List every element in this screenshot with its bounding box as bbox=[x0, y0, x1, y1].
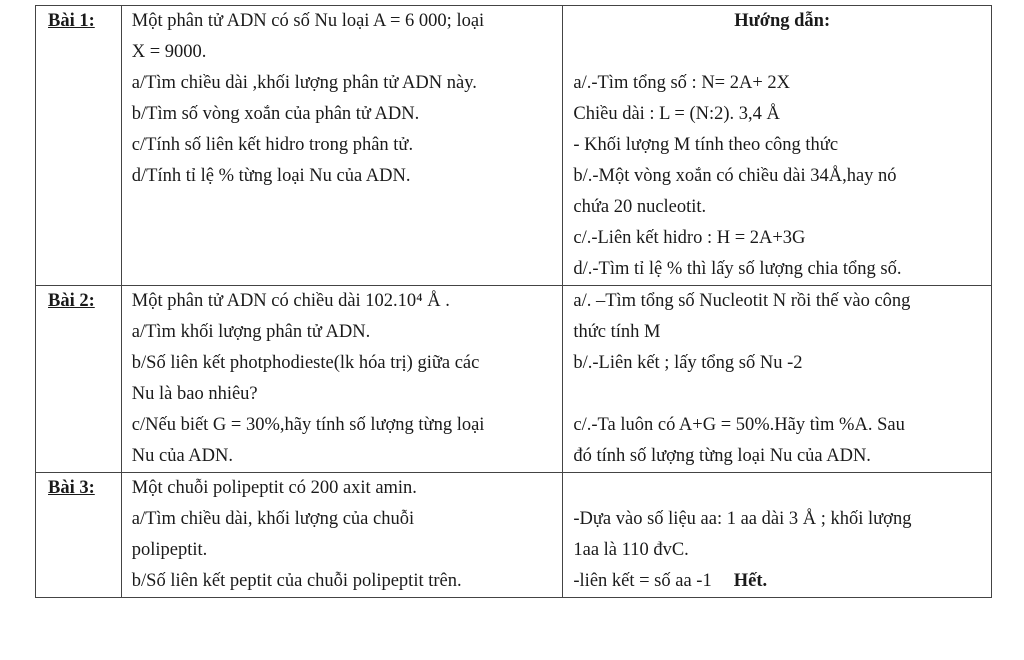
spacer bbox=[573, 37, 991, 68]
question-line: a/Tìm khối lượng phân tử ADN. bbox=[131, 322, 371, 342]
question-line: c/Nếu biết G = 30%,hãy tính số lượng từng loại bbox=[131, 415, 485, 435]
end-mark: Hết. bbox=[733, 571, 768, 591]
problem-question bbox=[121, 6, 563, 286]
guide-line: đó tính số lượng từng loại Nu của ADN. bbox=[573, 446, 871, 466]
problem-label: Bài 1: bbox=[36, 6, 122, 286]
problem-label: Bài 2: bbox=[36, 286, 122, 473]
question-line: Một chuỗi polipeptit có 200 axit amin. bbox=[131, 478, 417, 498]
question-line: Một phân tử ADN có chiều dài 102.10⁴ Å . bbox=[131, 291, 450, 311]
question-line: Nu là bao nhiêu? bbox=[131, 384, 258, 404]
guide-line: b/.-Liên kết ; lấy tổng số Nu -2 bbox=[573, 353, 803, 373]
question-line: X = 9000. bbox=[131, 42, 207, 62]
guide-line: a/.-Tìm tổng số : N= 2A+ 2X bbox=[573, 73, 791, 93]
question-line: Nu của ADN. bbox=[131, 446, 233, 466]
guide-line: c/.-Liên kết hidro : H = 2A+3G bbox=[573, 228, 806, 248]
guide-line: -Dựa vào số liệu aa: 1 aa dài 3 Å ; khối lượng bbox=[573, 509, 912, 529]
guide-line: a/. –Tìm tổng số Nucleotit N rồi thế vào công bbox=[573, 291, 911, 311]
guide-text: -liên kết = số aa -1 bbox=[573, 571, 712, 591]
question-line: d/Tính tỉ lệ % từng loại Nu của ADN. bbox=[131, 166, 411, 186]
spacer bbox=[573, 379, 991, 410]
question-line: polipeptit. bbox=[131, 540, 208, 560]
question-line: a/Tìm chiều dài, khối lượng của chuỗi bbox=[131, 509, 415, 529]
guide-line: chứa 20 nucleotit. bbox=[573, 197, 707, 217]
guide-line: - Khối lượng M tính theo công thức bbox=[573, 135, 839, 155]
question-line: c/Tính số liên kết hidro trong phân tử. bbox=[131, 135, 414, 155]
question-line: Một phân tử ADN có số Nu loại A = 6 000; loại bbox=[131, 11, 485, 31]
guide-header: Hướng dẫn: bbox=[734, 11, 831, 31]
question-line: b/Số liên kết peptit của chuỗi polipeptit trên. bbox=[131, 571, 462, 591]
guide-line: b/.-Một vòng xoắn có chiều dài 34Å,hay nó bbox=[573, 166, 897, 186]
question-line: b/Số liên kết photphodieste(lk hóa trị) giữa các bbox=[131, 353, 480, 373]
guide-line: d/.-Tìm tỉ lệ % thì lấy số lượng chia tổng số. bbox=[573, 259, 902, 279]
problem-row-3 bbox=[36, 473, 992, 598]
problem-guide bbox=[563, 286, 992, 473]
problem-guide bbox=[563, 473, 992, 598]
problem-guide bbox=[563, 6, 992, 286]
guide-line: thức tính M bbox=[573, 322, 661, 342]
problem-question bbox=[121, 473, 563, 598]
guide-line: 1aa là 110 đvC. bbox=[573, 540, 689, 560]
problem-label: Bài 3: bbox=[36, 473, 122, 598]
guide-line: Chiều dài : L = (N:2). 3,4 Å bbox=[573, 104, 780, 124]
problem-row-2 bbox=[36, 286, 992, 473]
exercise-table bbox=[35, 5, 992, 598]
guide-line bbox=[573, 566, 991, 597]
question-line: a/Tìm chiều dài ,khối lượng phân tử ADN này. bbox=[131, 73, 477, 93]
problem-question bbox=[121, 286, 563, 473]
problem-row-1 bbox=[36, 6, 992, 286]
spacer bbox=[573, 473, 991, 504]
question-line: b/Tìm số vòng xoắn của phân tử ADN. bbox=[131, 104, 420, 124]
guide-line: c/.-Ta luôn có A+G = 50%.Hãy tìm %A. Sau bbox=[573, 415, 905, 435]
